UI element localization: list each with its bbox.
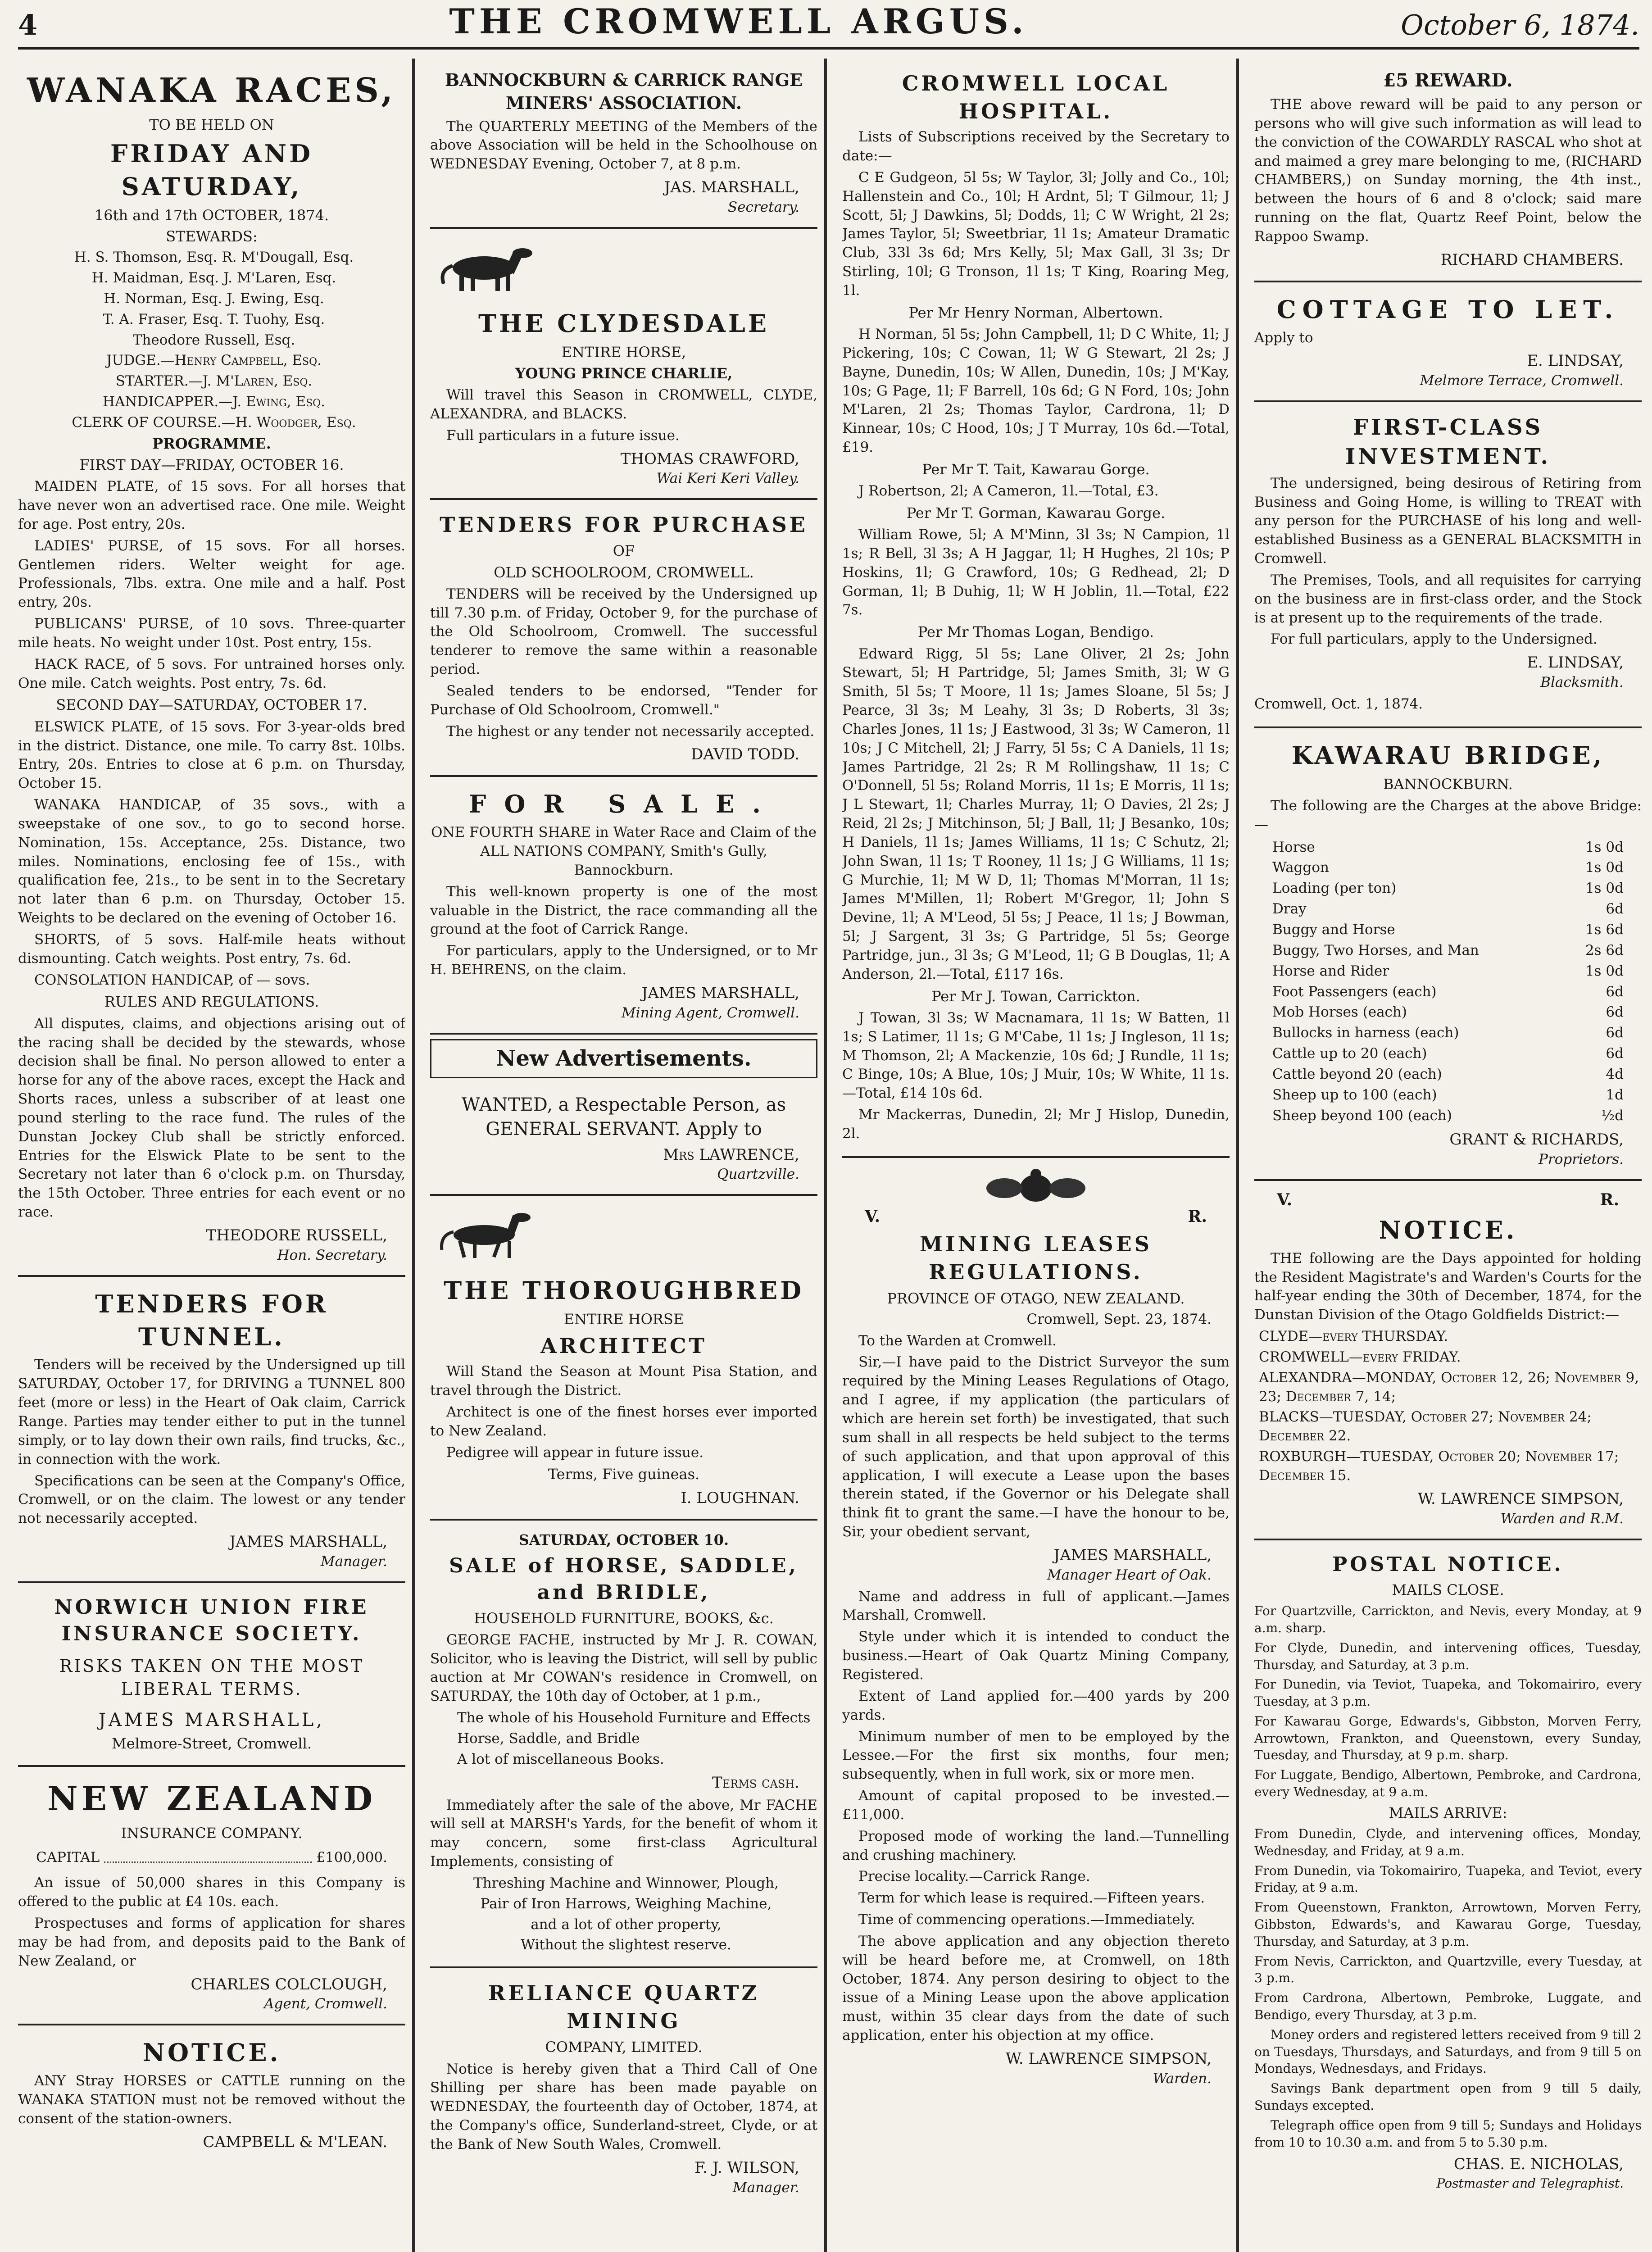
table-row	[1254, 1023, 1642, 1044]
investment-ad	[1254, 402, 1642, 728]
rate-item: Buggy and Horse	[1272, 922, 1395, 938]
nz-insurance-ad	[18, 1767, 405, 2025]
royal-cipher	[842, 1206, 1230, 1228]
signature: I. LOUGHNAN.	[681, 1489, 799, 1507]
collector-heading: Per Mr Henry Norman, Albertown.	[908, 304, 1163, 321]
rate-price: 4d	[1606, 1066, 1624, 1082]
ad-heading: FRIDAY AND SATURDAY,	[110, 139, 313, 201]
ad-body: Apply to	[1254, 329, 1313, 346]
ad-body: The undersigned, being desirous of Retiring from Business and Going Home, is willing to TREAT with any person for the PURCHASE of his long and well-established Business as a GENERAL BLACKSMITH in Cromwell.	[1254, 475, 1642, 567]
stewards-list	[18, 248, 405, 350]
reward-ad	[1254, 59, 1642, 282]
rate-price: 2s 6d	[1585, 942, 1624, 958]
rate-price: 6d	[1606, 1025, 1624, 1041]
rate-price: 1d	[1606, 1086, 1624, 1103]
ad-title: MINING LEASES REGULATIONS.	[920, 1232, 1152, 1285]
ad-title: NOTICE.	[142, 2038, 281, 2067]
signature-title: Agent, Cromwell.	[264, 1996, 387, 2012]
signature: W. LAWRENCE SIMPSON,	[1417, 1489, 1624, 1508]
ad-body: Architect is one of the finest horses ever imported to New Zealand.	[430, 1403, 817, 1439]
ad-body: Prospectuses and forms of application for shares may be had from, and deposits paid to the Bank of New Zealand, or	[18, 1915, 405, 1969]
rate-item: Mob Horses (each)	[1272, 1004, 1407, 1021]
rate-item: Bullocks in harness (each)	[1272, 1025, 1459, 1041]
column-1	[18, 59, 405, 2252]
ad-body: Will travel this Season in CROMWELL, CLYDE, ALEXANDRA, and BLACKS.	[430, 386, 817, 422]
table-row	[1254, 961, 1642, 982]
stewards-label: STEWARDS:	[166, 228, 258, 245]
ad-title: POSTAL NOTICE.	[1332, 1553, 1564, 1576]
leader-dots	[104, 1848, 312, 1863]
race-item: ELSWICK PLATE, of 15 sovs. For 3-year-olds bred in the district. Distance, one mile. To carry 8st. 10lbs. Entry, 20s. Entries to close at 6 p.m. on Thursday, October 15.	[18, 718, 405, 792]
horse-name: ARCHITECT	[540, 1334, 707, 1358]
ad-title: FIRST-CLASS INVESTMENT.	[1345, 415, 1551, 469]
table-row	[1254, 1044, 1642, 1064]
ad-title: TENDERS FOR PURCHASE	[440, 513, 808, 537]
signature: Mrs LAWRENCE,	[663, 1145, 799, 1164]
ad-body: Notice is hereby given that a Third Call of One Shilling per share has been made payable on WEDNESDAY, the fourteenth day of October, 1874, at the Company's office, Sunderland-street, Clyde, or at the Bank of New South Wales, Cromwell.	[430, 2061, 817, 2153]
tunnel-tenders-ad	[18, 1277, 405, 1583]
subscription-list: H Norman, 5l 5s; John Campbell, 1l; D C White, 1l; J Pickering, 10s; C Cowan, 1l; W G Stewart, 2l 2s; J Bayne, Dunedin, 10s; W Allen, Dunedin, 10s; J M'Kay, 10s; G Page, 1l; F Barrell, 10s 6d; G N Ford, 10s; John M'Laren, 2l 2s; Thomas Taylor, Cardrona, 1l; D Kinnear, 10s; C Hood, 10s; J T Murray, 10s 6d.—Total, £19.	[842, 326, 1230, 456]
ad-body: For particulars, apply to the Undersigned, or to Mr H. BEHRENS, on the claim.	[430, 943, 817, 978]
clydesdale-ad	[430, 229, 817, 500]
subscription-list: Mr Mackerras, Dunedin, 2l; Mr J Hislop, Dunedin, 2l.	[842, 1107, 1230, 1142]
thoroughbred-ad	[430, 1196, 817, 1520]
cipher-v: V.	[865, 1207, 880, 1226]
rate-price: 6d	[1606, 901, 1624, 917]
cipher-r: R.	[1188, 1207, 1207, 1226]
list-item: From Cardrona, Albertown, Pembroke, Luggate, and Bendigo, every Thursday, at 3 p.m.	[1254, 1990, 1642, 2023]
ad-title: THE THOROUGHBRED	[443, 1276, 804, 1305]
race-item: SHORTS, of 5 sovs. Half-mile heats without dismounting. Catch weights. Post entry, 7s. 6d.	[18, 931, 405, 967]
mails-close-label: MAILS CLOSE.	[1392, 1581, 1504, 1598]
cipher-r: R.	[1600, 1190, 1619, 1210]
sale-items	[430, 1874, 817, 1955]
kawarau-bridge-ad	[1254, 728, 1642, 1181]
ad-subtitle: COMPANY, LIMITED.	[545, 2039, 703, 2056]
subscription-list: C E Gudgeon, 5l 5s; W Taylor, 3l; Jolly and Co., 10l; Hallenstein and Co., 10l; H Ardnt, 5l; T Gilmour, 1l; J Scott, 5l; J Dawkins, 5l; Dodds, 1l; C W Wright, 2l 2s; James Taylor, 5l; Sweetbriar, 1l 1s; Amateur Dramatic Club, 33l 3s 6d; Mrs Kelly, 5l; Max Gall, 3l 3s; Dr Stirling, 10l; G Tronson, 1l 1s; T King, Roaring Meg, 1l.	[842, 169, 1230, 299]
list-item: Pair of Iron Harrows, Weighing Machine,	[480, 1895, 772, 1912]
ad-title: FOR SALE.	[469, 790, 779, 819]
wanaka-races-ad	[18, 59, 405, 1277]
race-item: MAIDEN PLATE, of 15 sovs. For all horses that have never won an advertised race. One mile. Weight for age. Post entry, 20s.	[18, 478, 405, 532]
ad-body: GEORGE FACHE, instructed by Mr J. R. COWAN, Solicitor, who is leaving the District, will sell by public auction at Mr COWAN's residence in Cromwell, on SATURDAY, the 10th day of October, at 1 p.m.,	[430, 1631, 817, 1705]
ad-body: The following are the Charges at the above Bridge:—	[1254, 797, 1642, 833]
column-rule	[412, 59, 415, 2252]
ad-title: NORWICH UNION FIRE INSURANCE SOCIETY.	[54, 1595, 369, 1646]
horse-icon	[430, 243, 538, 293]
race-item: CONSOLATION HANDICAP, of — sovs.	[34, 972, 310, 988]
ad-title: RELIANCE QUARTZ MINING	[488, 1981, 760, 2034]
ad-title: NEW ZEALAND	[47, 1780, 376, 1819]
ad-body: This well-known property is one of the most valuable in the District, the race commanding all the ground at the foot of Carrick Range.	[430, 883, 817, 938]
cipher-v: V.	[1277, 1190, 1293, 1210]
dateline: Cromwell, Oct. 1, 1874.	[1254, 696, 1423, 713]
rate-item: Waggon	[1272, 859, 1329, 876]
table-row	[1254, 1002, 1642, 1023]
signature-title: Quartzville.	[717, 1166, 799, 1183]
lease-detail: The above application and any objection thereto will be heard before me, at Cromwell, on 18th October, 1874. Any person desiring to object to the issue of a Mining Lease upon the above application must, within 35 clear days from the date of such application, enter his objection at my office.	[842, 1933, 1230, 2044]
ad-body: An issue of 50,000 shares in this Company is offered to the public at £4 10s. each.	[18, 1875, 405, 1910]
ad-title: COTTAGE TO LET.	[1276, 295, 1620, 324]
schoolroom-tenders-ad	[430, 500, 817, 777]
list-item: ROXBURGH—TUESDAY, October 20; November 17; December 15.	[1259, 1448, 1619, 1484]
list-item: T. A. Fraser, Esq. T. Tuohy, Esq.	[103, 311, 325, 327]
signature-title: Hon. Secretary.	[277, 1247, 387, 1263]
ad-title: KAWARAU BRIDGE,	[1291, 740, 1605, 770]
race-item: HACK RACE, of 5 sovs. For untrained horses only. One mile. Catch weights. Post entry, 7s. 6d.	[18, 656, 405, 691]
subscription-list: J Towan, 3l 3s; W Macnamara, 1l 1s; W Batten, 1l 1s; S Latimer, 1l 1s; G M'Cabe, 1l 1s; J Ingleson, 1l 1s; M Thomson, 2l; A Mackenzie, 10s 6d; J Rundle, 1l 1s; C Binge, 10s; A Blue, 10s; J Muir, 10s; W White, 1l 1s.—Total, £14 10s 6d.	[842, 1009, 1230, 1102]
list-item: CROMWELL—every FRIDAY.	[1259, 1348, 1461, 1365]
capital-row	[18, 1845, 405, 1871]
signature-title: Melmore Terrace, Cromwell.	[1420, 372, 1624, 389]
lease-detail: Amount of capital proposed to be invested.—£11,000.	[842, 1788, 1230, 1823]
ad-body: Specifications can be seen at the Company's Office, Cromwell, or on the claim. The lowest or any tender not necessarily accepted.	[18, 1472, 405, 1527]
ad-title: THE CLYDESDALE	[478, 309, 770, 338]
royal-cipher	[1254, 1189, 1642, 1211]
norwich-union-ad	[18, 1583, 405, 1767]
ad-body: Pedigree will appear in future issue.	[446, 1444, 704, 1461]
auction-sale-ad	[430, 1521, 817, 1969]
ad-subtitle: BANNOCKBURN.	[1383, 775, 1513, 793]
capital-label: CAPITAL	[36, 1849, 100, 1866]
ad-dates: 16th and 17th OCTOBER, 1874.	[94, 206, 329, 224]
courts-notice-ad	[1254, 1181, 1642, 1540]
list-item: ALEXANDRA—MONDAY, October 12, 26; November 9, 23; December 7, 14;	[1259, 1369, 1639, 1405]
list-item: HANDICAPPER.—J. Ewing, Esq.	[102, 394, 326, 410]
ad-title: NOTICE.	[1379, 1215, 1517, 1244]
signature-title: Blacksmith.	[1540, 674, 1624, 691]
race-item: LADIES' PURSE, of 15 sovs. For all horses. Gentlemen riders. Welter weight for age. Professionals, 7lbs. extra. One mile and a half. Post entry, 20s.	[18, 537, 405, 611]
race-item: WANAKA HANDICAP, of 35 sovs., with a sweepstake of one sov., to go to second horse. Nomination, 15s. Acceptance, 25s. Distance, two miles. Nominations, enclosing fee of 15s., with qualification fee, 21s., to be sent in to the Secretary not later than 6 p.m. on Thursday, October 15. Weights to be declared on the evening of October 16.	[18, 797, 405, 926]
sale-items	[430, 1709, 817, 1769]
rate-item: Cattle up to 20 (each)	[1272, 1045, 1427, 1062]
column-rule	[1236, 59, 1239, 2252]
list-item: and a lot of other property,	[531, 1916, 722, 1933]
list-item: Theodore Russell, Esq.	[132, 331, 295, 348]
signature: THEODORE RUSSELL,	[206, 1226, 387, 1244]
list-item: Horse, Saddle, and Bridle	[457, 1730, 640, 1747]
lease-detail: Style under which it is intended to conduct the business.—Heart of Oak Quartz Mining Company, Registered.	[842, 1629, 1230, 1683]
lease-detail: Minimum number of men to be employed by the Lessee.—For the first six months, four men; subsequently, when in full work, six or more men.	[842, 1728, 1230, 1783]
ad-terms: Terms, Five guineas.	[548, 1466, 700, 1483]
rate-item: Horse and Rider	[1272, 963, 1389, 979]
mails-arrive-label: MAILS ARRIVE:	[1389, 1804, 1507, 1821]
royal-arms-icon	[968, 1168, 1103, 1204]
rate-item: Foot Passengers (each)	[1272, 983, 1437, 1000]
signature: JAS. MARSHALL,	[664, 178, 799, 197]
ad-body: THE following are the Days appointed for holding the Resident Magistrate's and Warden's Courts for the half-year ending the 30th of December, 1874, for the Dunstan Division of the Otago Goldfields District:—	[1254, 1250, 1642, 1323]
rate-item: Sheep beyond 100 (each)	[1272, 1107, 1452, 1124]
signature-title: Manager.	[320, 1553, 387, 1570]
list-item: For Dunedin, via Teviot, Tuapeka, and Tokomairiro, every Tuesday, at 3 p.m.	[1254, 1677, 1642, 1709]
column-rule	[824, 59, 827, 2252]
signature-title: Wai Keri Keri Valley.	[656, 470, 799, 487]
table-row	[1254, 878, 1642, 899]
lease-detail: Precise locality.—Carrick Range.	[858, 1868, 1090, 1885]
signature: E. LINDSAY,	[1527, 654, 1624, 672]
rate-item: Dray	[1272, 901, 1307, 917]
list-item: From Dunedin, via Tokomairiro, Tuapeka, and Teviot, every Friday, at 9 a.m.	[1254, 1863, 1642, 1895]
rate-price: 6d	[1606, 1004, 1624, 1021]
rules-text: All disputes, claims, and objections arising out of the racing shall be decided by the stewards, whose decision shall be final. No person allowed to enter a horse for any of the above races, except the Hack and Shorts races, unless a subscriber of at least one pound sterling to the race fund. The rules of the Dunstan Jockey Club shall be strictly enforced. Entries for the Elswick Plate to be sent to the Secretary not later than 6 o'clock p.m. on Thursday, the 15th October. Three entries for each event or no race.	[18, 1015, 405, 1221]
ad-subtitle: OLD SCHOOLROOM, CROMWELL.	[494, 563, 754, 581]
column-4	[1254, 59, 1642, 2252]
table-row	[1254, 940, 1642, 961]
ad-body: ANY Stray HORSES or CATTLE running on the WANAKA STATION must not be removed without the consent of the station-owners.	[18, 2073, 405, 2127]
table-row	[1254, 982, 1642, 1003]
rate-price: 1s 0d	[1585, 839, 1624, 855]
ad-subtitle: PROVINCE OF OTAGO, NEW ZEALAND.	[887, 1289, 1185, 1307]
rate-price: 1s 6d	[1585, 922, 1624, 938]
ad-body: Full particulars in a future issue.	[446, 427, 680, 444]
list-item: Threshing Machine and Winnower, Plough,	[473, 1875, 779, 1891]
list-item: From Dunedin, Clyde, and intervening offices, Monday, Wednesday, and Friday, at 9 a.m.	[1254, 1826, 1642, 1858]
list-item: JUDGE.—Henry Campbell, Esq.	[106, 352, 322, 369]
ad-body: TENDERS will be received by the Undersigned up till 7.30 p.m. of Friday, October 9, for the purchase of the Old Schoolroom, Cromwell. The successful tenderer to remove the same within a reasonable period.	[430, 586, 817, 678]
lease-detail: Time of commencing operations.—Immediately.	[858, 1911, 1195, 1928]
list-item: The whole of his Household Furniture and Effects	[457, 1710, 811, 1726]
ad-body: To the Warden at Cromwell.	[858, 1332, 1057, 1349]
rate-item: Sheep up to 100 (each)	[1272, 1086, 1437, 1103]
ad-subtitle: INSURANCE COMPANY.	[121, 1825, 303, 1842]
ad-subtitle: HOUSEHOLD FURNITURE, BOOKS, &c.	[474, 1609, 774, 1627]
signature-title: Proprietors.	[1539, 1151, 1624, 1168]
horse-name: YOUNG PRINCE CHARLIE,	[515, 364, 733, 382]
list-item: H. S. Thomson, Esq. R. M'Dougall, Esq.	[74, 249, 354, 266]
horse-icon	[430, 1210, 538, 1260]
column-3	[842, 59, 1230, 2252]
collector-heading: Per Mr T. Gorman, Kawarau Gorge.	[906, 504, 1166, 522]
ad-title: TENDERS FOR TUNNEL.	[95, 1289, 328, 1351]
postal-extra: Money orders and registered letters received from 9 till 2 on Tuesdays, Thursdays, and Saturdays, and from 9 till 5 on Mondays, Wednesdays, and Fridays.	[1254, 2027, 1642, 2076]
ad-body: For full particulars, apply to the Undersigned.	[1271, 631, 1598, 648]
day-heading: SECOND DAY—SATURDAY, OCTOBER 17.	[56, 696, 368, 714]
list-item: Without the slightest reserve.	[521, 1937, 731, 1953]
table-row	[1254, 858, 1642, 878]
ad-subtitle: ENTIRE HORSE	[563, 1310, 684, 1328]
toll-rates-table	[1254, 837, 1642, 1126]
signature: GRANT & RICHARDS,	[1449, 1131, 1624, 1149]
rate-price: 6d	[1606, 983, 1624, 1000]
ad-terms: Terms cash.	[712, 1773, 799, 1792]
rate-price: ½d	[1601, 1107, 1624, 1124]
table-row	[1254, 899, 1642, 920]
ad-body: Tenders will be received by the Undersigned up till SATURDAY, October 17, for DRIVING a TUNNEL 800 feet (more or less) in the Heart of Oak claim, Carrick Range. Parties may tender either to put in the tunnel simply, or to lay down their own rails, find trucks, &c., in connection with the work.	[18, 1357, 405, 1467]
signature: W. LAWRENCE SIMPSON,	[1005, 2050, 1212, 2068]
signature: JAMES MARSHALL,	[641, 984, 799, 1002]
signature: CAMPBELL & M'LEAN.	[203, 2133, 387, 2151]
rate-item: Horse	[1272, 839, 1315, 855]
signature: DAVID TODD.	[691, 745, 799, 764]
signature: CHARLES COLCLOUGH,	[191, 1975, 387, 1993]
ad-body: THE above reward will be paid to any person or persons who will give such information as will lead to the conviction of the COWARDLY RASCAL who shot at and maimed a grey mare belonging to me, (RICHARD CHAMBERS,) on Sunday morning, the 4th inst., between the hours of 6 and 8 o'clock; said mare running on the flat, Quartz Reef Point, below the Rappoo Swamp.	[1254, 96, 1642, 245]
ad-title: WANTED, a Respectable Person, as GENERAL SERVANT. Apply to	[461, 1094, 786, 1140]
collector-heading: Per Mr T. Tait, Kawarau Gorge.	[922, 460, 1150, 478]
cottage-ad	[1254, 282, 1642, 402]
column-2	[430, 59, 817, 2252]
ad-body: Lists of Subscriptions received by the Secretary to date:—	[842, 129, 1230, 164]
ad-body: The QUARTERLY MEETING of the Members of the above Association will be held in the Schoolhouse on WEDNESDAY Evening, October 7, at 8 p.m.	[430, 118, 817, 173]
list-item: CLYDE—every THURSDAY.	[1259, 1328, 1448, 1345]
rules-heading: RULES AND REGULATIONS.	[104, 993, 319, 1011]
capital-value: £100,000.	[316, 1849, 387, 1866]
miners-association-ad	[430, 59, 817, 229]
ad-title: SALE of HORSE, SADDLE, and BRIDLE,	[449, 1554, 799, 1604]
mining-leases-ad	[842, 1158, 1230, 2098]
list-item: H. Maidman, Esq. J. M'Laren, Esq.	[91, 270, 336, 286]
page-number: 4	[18, 9, 38, 41]
subscription-list: Edward Rigg, 5l 5s; Lane Oliver, 2l 2s; John Stewart, 5l; H Partridge, 5l; James Smith, 3l; W G Smith, 5l 5s; T Moore, 1l 1s; James Sloane, 5l 5s; J Pearce, 3l 3s; M Leahy, 3l 3s; D Roberts, 3l 3s; Charles Jones, 1l 1s; J Eastwood, 3l 3s; W Cameron, 1l 10s; J C Mitchell, 2l; J Farry, 5l 5s; C A Daniels, 1l 1s; James Partridge, 2l 2s; R M Rollingshaw, 1l 1s; C O'Donnell, 5l 5s; Roland Morris, 1l 1s; E Morris, 1l 1s; J L Stewart, 1l; Charles Murray, 1l; O Davies, 2l 2s; J Reid, 2l 2s; J Mitchinson, 5l; J Ball, 1l; J Besanko, 10s; H Daniels, 1l 1s; James Williams, 1l 1s; C Schutz, 2l; John Swan, 1l 1s; T Rooney, 1l 1s; J G Williams, 1l 1s; G Murchie, 1l; M W D, 1l; Thomas M'Morran, 1l 1s; James M'Millen, 1l; Robert M'Gregor, 1l; John S Devine, 1l; A M'Leod, 5l 5s; J Peace, 1l 1s; J Bowman, 5l; J Sargent, 3l 3s; G Partridge, 5l 5s; George Partridge, jun., 3l 3s; G M'Leod, 1l; G B Douglas, 1l; A Anderson, 2l.—Total, £117 16s.	[842, 645, 1230, 982]
reliance-mining-ad	[430, 1968, 817, 2207]
signature-title: Mining Agent, Cromwell.	[621, 1004, 799, 1021]
list-item: H. Norman, Esq. J. Ewing, Esq.	[104, 290, 324, 307]
subscription-list: William Rowe, 5l; A M'Minn, 3l 3s; N Campion, 1l 1s; R Bell, 3l 3s; A H Jaggar, 1l; H Hughes, 2l 10s; P Hoskins, 1l; G Crawford, 10s; G Redhead, 2l; D Gorman, 1l; B Duhig, 1l; W H Joblin, 1l.—Total, £22 7s.	[842, 527, 1230, 618]
rate-item: Buggy, Two Horses, and Man	[1272, 942, 1479, 958]
table-row	[1254, 1064, 1642, 1085]
court-list	[1254, 1327, 1642, 1485]
hospital-ad	[842, 59, 1230, 1158]
ad-title: WANAKA RACES,	[27, 71, 397, 110]
signature-title: Manager.	[732, 2179, 799, 2196]
signature: JAMES MARSHALL,	[1053, 1546, 1212, 1564]
ad-subtitle: ENTIRE HORSE,	[561, 343, 686, 361]
lease-detail: Proposed mode of working the land.—Tunnelling and crushing machinery.	[842, 1828, 1230, 1863]
postal-extra: Telegraph office open from 9 till 5; Sundays and Holidays from 10 to 10.30 a.m. and from 5 to 5.30 p.m.	[1254, 2117, 1642, 2150]
agent-name: JAMES MARSHALL,	[98, 1710, 325, 1731]
rate-item: Loading (per ton)	[1272, 880, 1397, 897]
programme-heading: PROGRAMME.	[152, 435, 271, 452]
agent-address: Melmore-Street, Cromwell.	[111, 1735, 312, 1753]
station-notice-ad	[18, 2025, 405, 2162]
signature: F. J. WILSON,	[694, 2158, 799, 2177]
list-item: For Kawarau Gorge, Edwards's, Gibbston, Morven Ferry, Arrowtown, Frankton, and Queenstown, every Sunday, Tuesday, and Thursday, at 9 p.m. sharp.	[1254, 1713, 1642, 1763]
lease-detail: Name and address in full of applicant.—James Marshall, Cromwell.	[842, 1588, 1230, 1624]
rate-price: 1s 0d	[1585, 963, 1624, 979]
ad-subtitle: ONE FOURTH SHARE in Water Race and Claim of the ALL NATIONS COMPANY, Smith's Gully, Bannockburn.	[431, 824, 817, 878]
list-item: For Quartzville, Carrickton, and Nevis, every Monday, at 9 a.m. sharp.	[1254, 1603, 1642, 1635]
table-row	[1254, 920, 1642, 940]
rate-item: Cattle beyond 20 (each)	[1272, 1066, 1442, 1082]
list-item: STARTER.—J. M'Laren, Esq.	[115, 373, 313, 390]
officials-list	[18, 351, 405, 432]
ad-title: BANNOCKBURN & CARRICK RANGE MINERS' ASSOCIATION.	[445, 70, 803, 114]
ad-subtitle: RISKS TAKEN ON THE MOST LIBERAL TERMS.	[59, 1656, 364, 1699]
rate-price: 1s 0d	[1585, 880, 1624, 897]
signature: THOMAS CRAWFORD,	[620, 449, 799, 468]
table-row	[1254, 1106, 1642, 1126]
subscription-list: J Robertson, 2l; A Cameron, 1l.—Total, £3.	[858, 483, 1159, 499]
newspaper-title: THE CROMWELL ARGUS.	[449, 1, 1028, 41]
signature: CHAS. E. NICHOLAS,	[1453, 2155, 1624, 2174]
postal-extra: Savings Bank department open from 9 till 5 daily, Sundays excepted.	[1254, 2081, 1642, 2113]
signature-title: Warden.	[1153, 2070, 1212, 2087]
list-item: From Nevis, Carrickton, and Quartzville, every Tuesday, at 3 p.m.	[1254, 1953, 1642, 1986]
list-item: A lot of miscellaneous Books.	[457, 1751, 664, 1767]
rate-price: 6d	[1606, 1045, 1624, 1062]
signature-title: Secretary.	[727, 199, 799, 216]
ad-body: Sealed tenders to be endorsed, "Tender for Purchase of Old Schoolroom, Cromwell."	[430, 682, 817, 718]
table-row	[1254, 1085, 1642, 1106]
wanted-ad	[430, 1083, 817, 1196]
list-item: For Luggate, Bendigo, Albertown, Pembroke, and Cardrona, every Wednesday, at 9 a.m.	[1254, 1767, 1642, 1800]
masthead	[18, 1, 1639, 50]
signature: RICHARD CHAMBERS.	[1440, 250, 1624, 269]
for-sale-ad	[430, 777, 817, 1034]
ad-body: Will Stand the Season at Mount Pisa Station, and travel through the District.	[430, 1363, 817, 1399]
list-item: BLACKS—TUESDAY, October 27; November 24; December 22.	[1259, 1409, 1592, 1444]
ad-title: £5 REWARD.	[1383, 70, 1513, 91]
lease-detail: Extent of Land applied for.—400 yards by 200 yards.	[842, 1688, 1230, 1723]
signature: E. LINDSAY,	[1527, 352, 1624, 370]
dateline: Cromwell, Sept. 23, 1874.	[1026, 1311, 1212, 1327]
ad-body: Immediately after the sale of the above, Mr FACHE will sell at MARSH's Yards, for the benefit of whom it may concern, some first-class Agricultural Implements, consisting of	[430, 1797, 817, 1870]
ad-subtitle: TO BE HELD ON	[149, 116, 274, 133]
ad-body: The Premises, Tools, and all requisites for carrying on the business are in first-class order, and the Stock is at present up to the requirements of the trade.	[1254, 572, 1642, 626]
day-heading: FIRST DAY—FRIDAY, OCTOBER 16.	[79, 456, 344, 474]
list-item: For Clyde, Dunedin, and intervening offices, Tuesday, Thursday, and Saturday, at 3 p.m.	[1254, 1640, 1642, 1672]
signature: JAMES MARSHALL,	[229, 1533, 387, 1551]
ad-body: The highest or any tender not necessarily accepted.	[446, 723, 815, 740]
sale-date: SATURDAY, OCTOBER 10.	[518, 1531, 729, 1548]
list-item: CLERK OF COURSE.—H. Woodger, Esq.	[72, 414, 356, 431]
signature-title: Manager Heart of Oak.	[1047, 1566, 1212, 1583]
postal-notice-ad	[1254, 1540, 1642, 2202]
issue-date: October 6, 1874.	[1401, 9, 1639, 41]
lease-detail: Term for which lease is required.—Fifteen years.	[858, 1890, 1205, 1907]
ad-body: Sir,—I have paid to the District Surveyor the sum required by the Mining Leases Regulations of Otago, and I agree, if my application (the particulars of which are herein set forth) be investigated, that such sum shall in all respects be held subject to the terms of such application, and that upon approval of this application, I will execute a Lease upon the bases therein stated, if the Governor or his Delegate shall think fit to grant the same.—I have the honour to be, Sir, your obedient servant,	[842, 1354, 1230, 1540]
rate-price: 1s 0d	[1585, 859, 1624, 876]
collector-heading: Per Mr J. Towan, Carrickton.	[931, 987, 1140, 1005]
collector-heading: Per Mr Thomas Logan, Bendigo.	[917, 623, 1154, 641]
list-item: From Queenstown, Frankton, Arrowtown, Morven Ferry, Gibbston, Edwards's, and Kawarau Gorge, Tuesday, Thursday, and Saturday, at 3 p.m.	[1254, 1900, 1642, 1949]
ad-subtitle: OF	[613, 542, 635, 560]
race-item: PUBLICANS' PURSE, of 10 sovs. Three-quarter mile heats. No weight under 10st. Post entry, 15s.	[18, 616, 405, 651]
signature-title: Postmaster and Telegraphist.	[1436, 2176, 1624, 2191]
section-heading: New Advertisements.	[430, 1039, 817, 1078]
signature-title: Warden and R.M.	[1500, 1510, 1624, 1527]
table-row	[1254, 837, 1642, 858]
ad-title: CROMWELL LOCAL HOSPITAL.	[902, 71, 1170, 124]
